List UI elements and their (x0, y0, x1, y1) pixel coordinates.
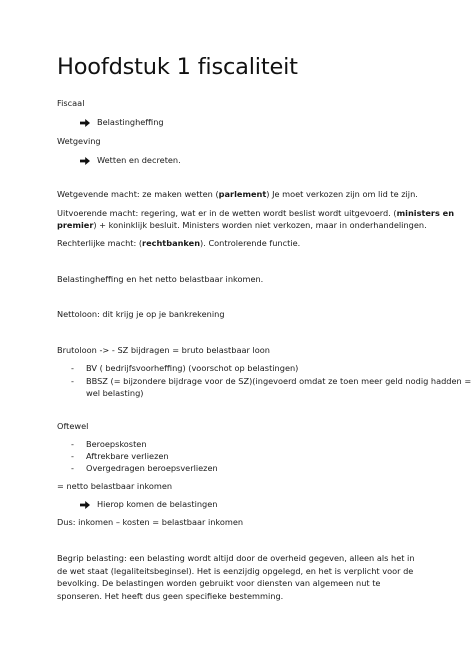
wetgevend-bold: parlement (218, 189, 267, 199)
fiscaal-arrow-text: Belastingheffing (97, 117, 164, 127)
uitvoerende-macht-line2 (57, 220, 427, 231)
wetgevend-text-end: ) Je moet verkozen zijn om lid te zijn. (266, 189, 418, 199)
wetgevende-macht-line (57, 189, 418, 200)
list-item-text: BBSZ (= bijzondere bijdrage voor de SZ)(ingevoerd omdat ze toen meer geld nodig hadden = (86, 376, 472, 386)
rechterlijk-text: Rechterlijke macht: ( (57, 238, 143, 248)
list-marker: - (71, 463, 74, 473)
begrip-paragraph: Begrip belasting: een belasting wordt altijd door de overheid gegeven, alleen als het in de wet staat (legaliteitsbeginsel). Het is eenzijdig opgelegd, en het is verplicht voor de bevolking. De belastingen worden gebruikt voor diensten van algemeen nut te sponseren. Het heeft dus geen specifieke bestemming. (57, 553, 415, 601)
netto-line: = netto belastbaar inkomen (57, 481, 173, 491)
uitvoerend-text: Uitvoerende macht: regering, wat er in de wetten wordt beslist wordt uitgevoerd. ( (57, 208, 397, 218)
rechterlijke-macht-line (57, 238, 300, 249)
page-title: Hoofdstuk 1 fiscaliteit (57, 54, 298, 80)
list-item-text: Beroepskosten (86, 439, 147, 449)
dus-line: Dus: inkomen – kosten = belastbaar inkomen (57, 517, 244, 527)
uitvoerende-macht-line1 (57, 208, 454, 219)
list-item-text: Overgedragen beroepsverliezen (86, 463, 218, 473)
list-marker: - (71, 363, 74, 373)
uitvoerend-text-2: ) + koninklijk besluit. Ministers worden niet verkozen, maar in onderhandelingen. (93, 220, 427, 230)
rechterlijk-text-end: ). Controlerende functie. (200, 238, 301, 248)
list-item-text: BV ( bedrijfsvoorheffing) (voorschot op belastingen) (86, 363, 299, 373)
arrow-right-icon (80, 501, 90, 509)
list-marker: - (71, 439, 74, 449)
fiscaal-heading: Fiscaal (57, 98, 85, 108)
nettoloon-line: Nettoloon: dit krijg je op je bankrekening (57, 309, 225, 319)
hierop-arrow-text: Hierop komen de belastingen (97, 499, 218, 509)
uitvoerend-bold-2: premier (57, 220, 94, 230)
oftewel-heading: Oftewel (57, 421, 89, 431)
list-marker: - (71, 451, 74, 461)
belastingheffing-line: Belastingheffing en het netto belastbaar inkomen. (57, 274, 264, 284)
wetgeving-heading: Wetgeving (57, 136, 101, 146)
arrow-right-icon (80, 157, 90, 165)
wetgeving-arrow-text: Wetten en decreten. (97, 155, 181, 165)
rechterlijk-bold: rechtbanken (142, 238, 201, 248)
list-item-text: wel belasting) (86, 388, 144, 398)
wetgevend-text: Wetgevende macht: ze maken wetten ( (57, 189, 219, 199)
arrow-right-icon (80, 119, 90, 127)
brutoloon-line: Brutoloon -> - SZ bijdragen = bruto belastbaar loon (57, 345, 270, 355)
list-marker: - (71, 376, 74, 386)
uitvoerend-bold: ministers en (396, 208, 455, 218)
list-item-text: Aftrekbare verliezen (86, 451, 169, 461)
